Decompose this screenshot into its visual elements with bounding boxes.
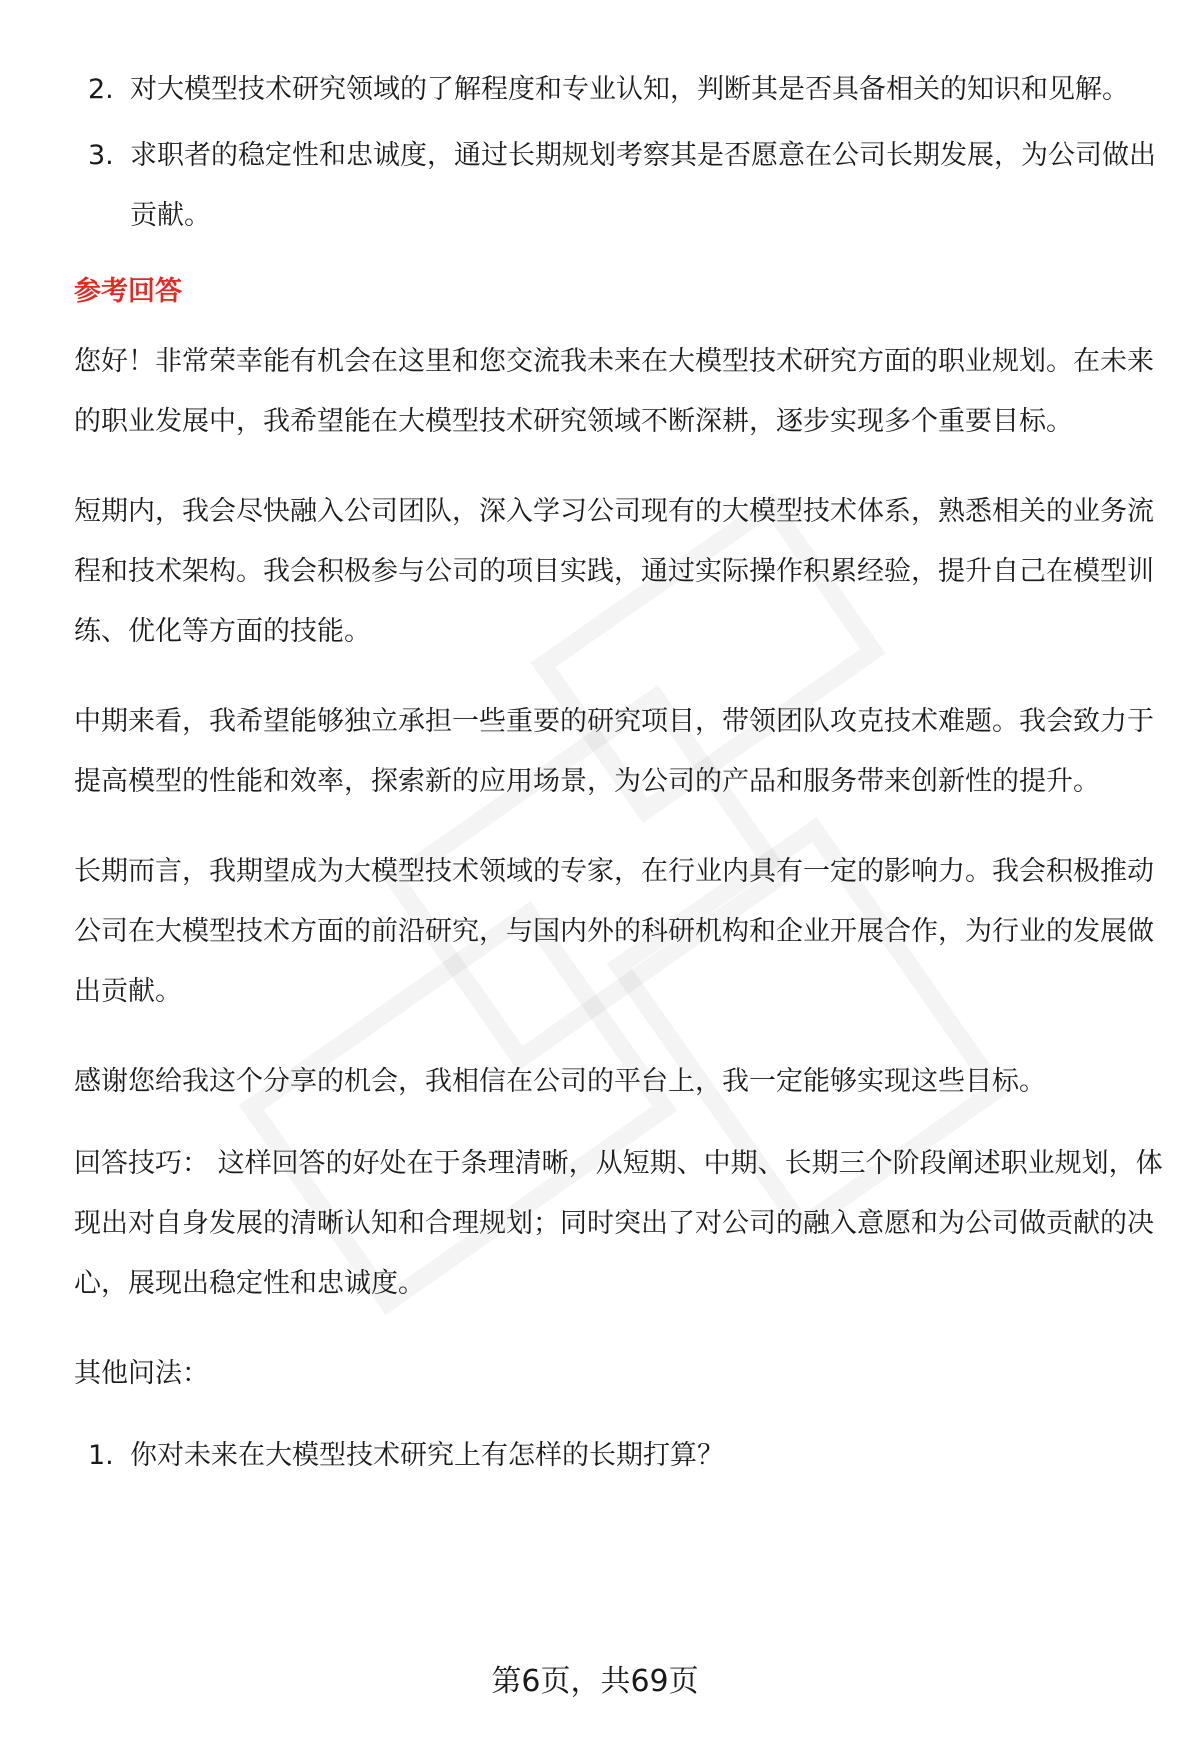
answer-paragraph: 您好！非常荣幸能有机会在这里和您交流我未来在大模型技术研究方面的职业规划。在未来的职业发展中，我希望能在大模型技术研究领域不断深耕，逐步实现多个重要目标。 — [74, 346, 1154, 437]
answer-heading: 参考回答 — [74, 276, 182, 307]
list-item — [74, 1426, 1164, 1486]
intro-list — [74, 60, 1164, 246]
list-item-text: 对大模型技术研究领域的了解程度和专业认知，判断其是否具备相关的知识和见解。 — [130, 74, 1129, 105]
answer-paragraph: 中期来看，我希望能够独立承担一些重要的研究项目，带领团队攻克技术难题。我会致力于提高模型的性能和效率，探索新的应用场景，为公司的产品和服务带来创新性的提升。 — [74, 706, 1154, 797]
list-item-number: 3. — [88, 140, 114, 171]
answer-paragraph: 感谢您给我这个分享的机会，我相信在公司的平台上，我一定能够实现这些目标。 — [74, 1066, 1046, 1097]
list-item-number: 2. — [88, 74, 114, 105]
list-item — [74, 126, 1164, 246]
list-item-text: 你对未来在大模型技术研究上有怎样的长期打算？ — [130, 1440, 724, 1471]
list-item-number: 1. — [88, 1440, 114, 1471]
page-number-footer: 第6页，共69页 — [491, 1664, 699, 1699]
other-questions-heading: 其他问法： — [74, 1358, 209, 1389]
answer-paragraph: 短期内，我会尽快融入公司团队，深入学习公司现有的大模型技术体系，熟悉相关的业务流程和技术架构。我会积极参与公司的项目实践，通过实际操作积累经验，提升自己在模型训练、优化等方面的技能。 — [74, 496, 1154, 647]
answer-paragraph: 长期而言，我期望成为大模型技术领域的专家，在行业内具有一定的影响力。我会积极推动公司在大模型技术方面的前沿研究，与国内外的科研机构和企业开展合作，为行业的发展做出贡献。 — [74, 856, 1154, 1007]
other-questions-list — [74, 1426, 1164, 1486]
list-item-text: 求职者的稳定性和忠诚度，通过长期规划考察其是否愿意在公司长期发展，为公司做出贡献。 — [130, 140, 1156, 231]
list-item — [74, 60, 1164, 120]
document-content — [74, 60, 1164, 1492]
answer-tips: 回答技巧： 这样回答的好处在于条理清晰，从短期、中期、长期三个阶段阐述职业规划，体现出对自身发展的清晰认知和合理规划；同时突出了对公司的融入意愿和为公司做贡献的决心，展现出稳定性和忠诚度。 — [74, 1148, 1163, 1299]
